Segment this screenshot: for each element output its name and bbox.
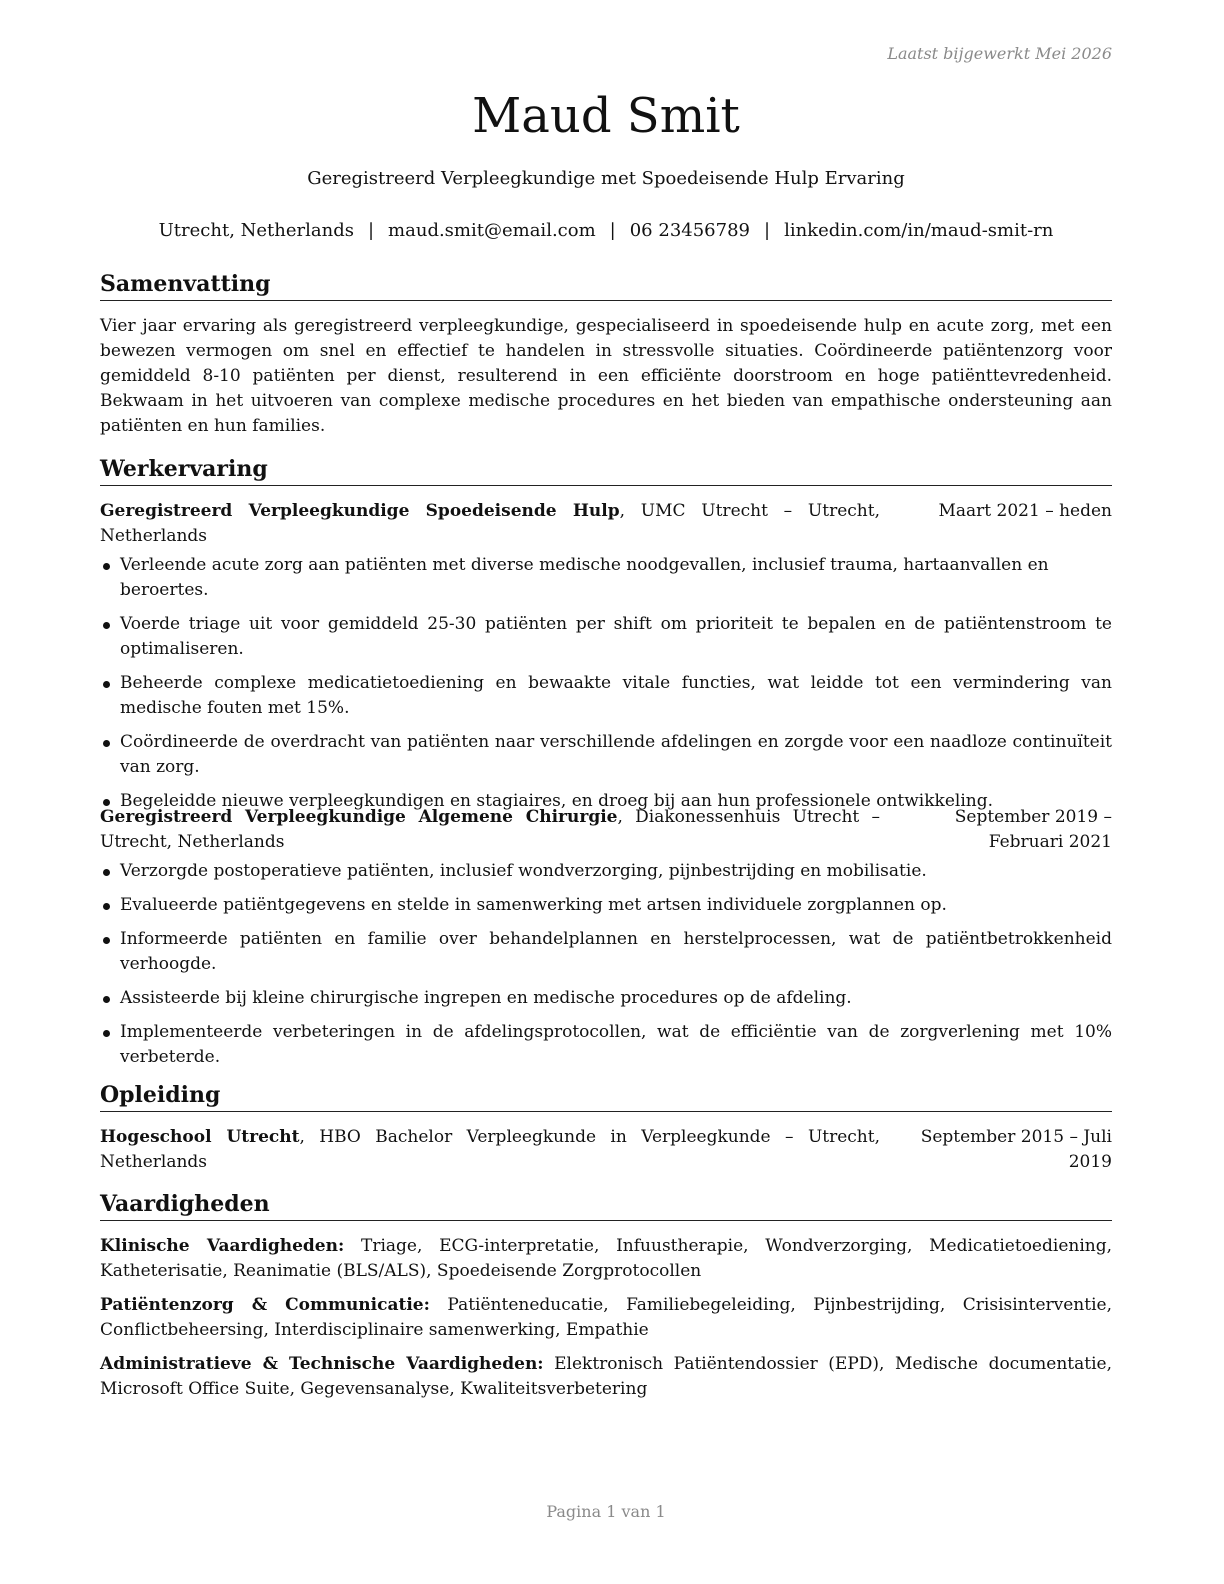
- job-entry: [100, 805, 1112, 1079]
- last-updated: Laatst bijgewerkt Mei 2026: [887, 44, 1112, 63]
- job-entry: [100, 499, 1112, 823]
- job-bullet: Evalueerde patiëntgegevens en stelde in samenwerking met artsen individuele zorgplannen op.: [100, 893, 1112, 918]
- job-dates: Maart 2021 – heden: [938, 501, 1112, 521]
- skill-group-label: Patiëntenzorg & Communicatie:: [100, 1295, 430, 1315]
- section-title-summary: Samenvatting: [100, 270, 1112, 301]
- skill-group: [100, 1293, 1112, 1343]
- contact-separator: |: [609, 220, 616, 241]
- job-organization: , Diakonessenhuis Utrecht – Utrecht, Netherlands: [100, 807, 881, 852]
- job-bullet: Informeerde patiënten en familie over behandelplannen en herstelprocessen, wat de patiëntbetrokkenheid verhoogde.: [100, 927, 1112, 977]
- contact-email[interactable]: maud.smit@email.com: [388, 220, 596, 241]
- skill-group: [100, 1352, 1112, 1402]
- job-bullet: Coördineerde de overdracht van patiënten naar verschillende afdelingen en zorgde voor een naadloze continuïteit van zorg.: [100, 730, 1112, 780]
- job-role: Geregistreerd Verpleegkundige Algemene Chirurgie: [100, 807, 618, 827]
- professional-title: Geregistreerd Verpleegkundige met Spoedeisende Hulp Ervaring: [307, 168, 905, 189]
- education-line: [100, 1125, 880, 1175]
- summary-text: Vier jaar ervaring als geregistreerd verpleegkundige, gespecialiseerd in spoedeisende hulp en acute zorg, met een bewezen vermogen om snel en effectief te handelen in stressvolle situaties. Coördineerde patiëntenzorg voor gemiddeld 8-10 patiënten per dienst, resulterend in een efficiënte doorstroom en hoge patiënttevredenheid. Bekwaam in het uitvoeren van complexe medische procedures en het bieden van empathische ondersteuning aan patiënten en hun families.: [100, 316, 1112, 436]
- contact-line: [100, 218, 1112, 244]
- skill-group-label: Klinische Vaardigheden:: [100, 1236, 345, 1256]
- skill-group-items: Triage, ECG-interpretatie, Infuustherapie, Wondverzorging, Medicatietoediening, Katheterisatie, Reanimatie (BLS/ALS), Spoedeisende Zorgprotocollen: [100, 1236, 1112, 1281]
- job-bullet: Verzorgde postoperatieve patiënten, inclusief wondverzorging, pijnbestrijding en mobilisatie.: [100, 859, 1112, 884]
- candidate-name: Maud Smit: [472, 88, 740, 144]
- contact-separator: |: [763, 220, 771, 241]
- education-entry: [100, 1125, 1112, 1175]
- skills-list: [100, 1234, 1112, 1411]
- contact-location: Utrecht, Netherlands: [158, 220, 354, 241]
- skill-group: [100, 1234, 1112, 1284]
- contact-linkedin[interactable]: linkedin.com/in/maud-smit-rn: [784, 220, 1054, 241]
- job-bullet: Assisteerde bij kleine chirurgische ingrepen en medische procedures op de afdeling.: [100, 986, 1112, 1011]
- section-title-education: Opleiding: [100, 1081, 1112, 1112]
- education-detail: , HBO Bachelor Verpleegkunde in Verpleegkunde – Utrecht, Netherlands: [100, 1127, 880, 1172]
- contact-phone: 06 23456789: [629, 220, 750, 241]
- job-bullet: Implementeerde verbeteringen in de afdelingsprotocollen, wat de efficiëntie van de zorgverlening met 10% verbeterde.: [100, 1020, 1112, 1070]
- job-bullets: [100, 553, 1112, 814]
- education-dates: September 2015 – Juli 2019: [920, 1127, 1112, 1172]
- job-header: [100, 499, 1112, 549]
- job-title-line: [100, 499, 880, 549]
- contact-separator: |: [367, 220, 375, 241]
- education-header: [100, 1125, 1112, 1175]
- resume-page: [100, 0, 1112, 1584]
- skill-group-items: Patiënteneducatie, Familiebegeleiding, Pijnbestrijding, Crisisinterventie, Conflictbeheersing, Interdisciplinaire samenwerking, Empathie: [100, 1295, 1112, 1340]
- job-header: [100, 805, 1112, 855]
- job-role: Geregistreerd Verpleegkundige Spoedeisende Hulp: [100, 501, 620, 521]
- job-bullets: [100, 859, 1112, 1070]
- job-bullet: Verleende acute zorg aan patiënten met diverse medische noodgevallen, inclusief trauma, hartaanvallen en beroertes.: [100, 553, 1118, 603]
- job-bullet: Beheerde complexe medicatietoediening en bewaakte vitale functies, wat leidde tot een vermindering van medische fouten met 15%.: [100, 671, 1112, 721]
- skill-group-items: Elektronisch Patiëntendossier (EPD), Medische documentatie, Microsoft Office Suite, Gegevensanalyse, Kwaliteitsverbetering: [100, 1354, 1112, 1399]
- job-bullet: Voerde triage uit voor gemiddeld 25-30 patiënten per shift om prioriteit te bepalen en de patiëntenstroom te optimaliseren.: [100, 612, 1112, 662]
- job-dates: September 2019 – Februari 2021: [954, 807, 1112, 852]
- job-bullet: Begeleidde nieuwe verpleegkundigen en stagiaires, en droeg bij aan hun professionele ontwikkeling.: [100, 789, 1112, 814]
- education-school: Hogeschool Utrecht: [100, 1127, 300, 1147]
- section-title-experience: Werkervaring: [100, 455, 1112, 486]
- job-title-line: [100, 805, 880, 855]
- page-number: Pagina 1 van 1: [546, 1502, 666, 1521]
- skill-group-label: Administratieve & Technische Vaardigheden:: [100, 1354, 544, 1374]
- job-organization: , UMC Utrecht – Utrecht, Netherlands: [100, 501, 880, 546]
- section-title-skills: Vaardigheden: [100, 1190, 1112, 1221]
